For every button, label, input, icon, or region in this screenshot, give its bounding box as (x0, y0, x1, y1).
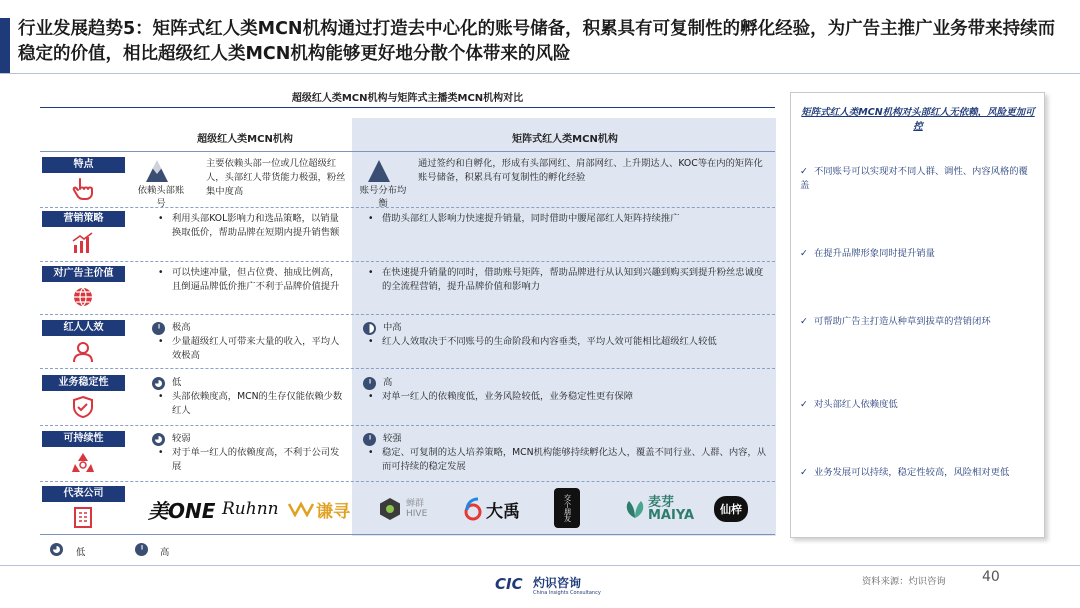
row-label-advertiser-value: 对广告主价值 (42, 266, 125, 282)
brand-hive-logo (378, 494, 434, 524)
level-high-icon (152, 322, 165, 335)
bullet-dot: • (368, 267, 374, 278)
triangle-highlight (146, 160, 168, 174)
globe-icon (70, 285, 96, 309)
row-divider (40, 314, 775, 315)
row-label-features: 特点 (42, 157, 125, 173)
bullet-dot: • (368, 213, 374, 224)
stability-super-level: 低 (172, 377, 182, 388)
row-divider (40, 261, 775, 262)
xianzi-wordmark: 仙梓 (720, 503, 742, 516)
brand-dayu-logo (462, 494, 520, 524)
brand-meione-logo: 美ONE (148, 498, 216, 523)
row-label-companies: 代表公司 (42, 486, 125, 502)
hive-wordmark: 蝉群 HIVE (406, 499, 428, 519)
efficiency-matrix-text: 红人人效取决于不同账号的生命阶段和内容垂类，平均人效可能相比超级红人较低 (382, 336, 717, 347)
growth-chart-icon (70, 231, 96, 255)
header-divider (40, 151, 775, 152)
hive-hexagon-icon (378, 497, 402, 521)
title-accent-bar (0, 18, 10, 73)
marketing-matrix-text: 借助头部红人影响力快速提升销量，同时借助中腰尾部红人矩阵持续推广 (382, 213, 680, 224)
legend-high-icon (135, 543, 148, 556)
takeaway-item-text: 不同账号可以实现对不同人群、调性、内容风格的覆盖 (800, 166, 1028, 191)
brand-qianxun-logo (288, 494, 350, 524)
legend-low-label: 低 (76, 547, 86, 558)
column-header-super-influencer: 超级红人类MCN机构 (197, 134, 293, 145)
stability-matrix-level: 高 (383, 377, 393, 388)
source-note: 资料来源：灼识咨询 (862, 576, 946, 587)
row-divider (40, 425, 775, 426)
row-divider (40, 368, 775, 369)
brand-maiya-logo (624, 494, 695, 524)
concentrated-accounts-label: 依赖头部账号 (137, 185, 185, 209)
check-icon: ✓ (800, 248, 808, 259)
bullet-dot: • (158, 391, 164, 402)
title-divider (0, 73, 1080, 74)
brand-ruhnn-logo: Ruhnn (222, 499, 279, 519)
footer-divider (0, 565, 1080, 566)
efficiency-super-level: 极高 (172, 322, 191, 333)
takeaway-item-text: 可帮助广告主打造从种草到拔草的营销闭环 (814, 316, 991, 327)
dayu-six-icon (462, 497, 484, 521)
jiaogepengyou-wordmark: 交个朋友 (563, 494, 572, 522)
check-icon: ✓ (800, 467, 808, 478)
row-label-stability: 业务稳定性 (42, 375, 125, 391)
value-matrix-text: 在快速提升销量的同时，借助账号矩阵，帮助品牌进行从认知到兴趣到购买到提升粉丝忠诚度的全流程营销，提升品牌价值和影响力 (382, 267, 764, 292)
hand-pointer-icon (70, 176, 96, 200)
brand-jiaogepengyou-logo (554, 488, 580, 528)
takeaway-item (800, 315, 1035, 329)
qianxun-wave-icon (288, 501, 314, 517)
recycle-icon (70, 450, 96, 474)
takeaway-item (800, 398, 1035, 412)
person-icon (70, 340, 96, 364)
maiya-wordmark: 麦芽 MAIYA (648, 495, 695, 523)
value-super-text: 可以快速冲量，但占位费、抽成比例高，且倒逼品牌低价推广不利于品牌价值提升 (172, 267, 340, 292)
bullet-dot: • (368, 391, 374, 402)
sustainability-super-level: 较弱 (172, 433, 191, 444)
sustainability-matrix-text: 稳定、可复制的达人培养策略，MCN机构能够持续孵化达人，覆盖不同行业、人群、内容，从而可持续的稳定发展 (382, 447, 767, 472)
page-title: 行业发展趋势5：矩阵式红人类MCN机构通过打造去中心化的账号储备，积累具有可复制性的孵化经验，为广告主推广业务带来持续而稳定的价值，相比超级红人类MCN机构能够更好地分散个体带来的风险 (18, 19, 1056, 64)
cic-logo-subtitle: China Insights Consultancy (533, 590, 601, 596)
cic-logo (495, 573, 601, 601)
bullet-dot: • (158, 447, 164, 458)
legend-high-label: 高 (160, 547, 170, 558)
table-caption: 超级红人类MCN机构与矩阵式主播类MCN机构对比 (291, 93, 524, 104)
dayu-wordmark: 大禹 (486, 501, 520, 522)
sustainability-matrix-level: 较强 (383, 433, 402, 444)
level-low-icon (152, 377, 165, 390)
shield-check-icon (70, 395, 96, 419)
balanced-triangle-icon (368, 160, 390, 182)
bullet-dot: • (158, 213, 164, 224)
caption-divider (40, 107, 775, 108)
takeaway-item (800, 466, 1035, 480)
bullet-dot: • (368, 447, 374, 458)
takeaway-title: 矩阵式红人类MCN机构对头部红人无依赖，风险更加可控 (801, 107, 1035, 132)
takeaway-item (800, 247, 1035, 261)
bullet-dot: • (368, 336, 374, 347)
row-divider (40, 481, 775, 482)
sustainability-super-text: 对于单一红人的依赖度高，不利于公司发展 (172, 447, 340, 472)
takeaway-item (800, 165, 1035, 193)
qianxun-wordmark: 谦寻 (316, 501, 350, 522)
takeaway-item-text: 对头部红人依赖度低 (814, 399, 898, 410)
features-super-text: 主要依赖头部一位或几位超级红人，头部红人带货能力极强，粉丝集中度高 (206, 158, 346, 197)
marketing-super-text: 利用头部KOL影响力和选品策略，以销量换取低价，帮助品牌在短期内提升销售额 (172, 213, 340, 238)
table-bottom-rule (40, 534, 775, 535)
level-low-icon (152, 433, 165, 446)
page-number: 40 (982, 569, 1000, 585)
row-label-efficiency: 红人人效 (42, 320, 125, 336)
level-high-icon (363, 433, 376, 446)
bullet-dot: • (158, 267, 164, 278)
legend-low-icon (50, 543, 63, 556)
level-high-icon (363, 377, 376, 390)
balanced-accounts-label: 账号分布均衡 (359, 185, 407, 209)
stability-matrix-text: 对单一红人的依赖度低，业务风险较低，业务稳定性更有保障 (382, 391, 634, 402)
efficiency-matrix-level: 中高 (383, 322, 402, 333)
cic-logo-name: 灼识咨询 (533, 576, 582, 590)
check-icon: ✓ (800, 166, 808, 177)
features-matrix-text: 通过签约和自孵化，形成有头部网红、肩部网红、上升期达人、KOC等在内的矩阵化账号储备，积累具有可复制性的孵化经验 (418, 158, 763, 183)
row-label-sustainability: 可持续性 (42, 431, 125, 447)
takeaway-item-text: 在提升品牌形象同时提升销量 (814, 248, 935, 259)
brand-xianzi-logo (714, 496, 748, 522)
stability-super-text: 头部依赖度高，MCN的生存仅能依赖少数红人 (172, 391, 343, 416)
column-header-matrix: 矩阵式红人类MCN机构 (512, 134, 618, 145)
check-icon: ✓ (800, 316, 808, 327)
takeaway-item-text: 业务发展可以持续，稳定性较高，风险相对更低 (814, 467, 1010, 478)
cic-logo-mark: CIC (495, 575, 523, 593)
efficiency-super-text: 少量超级红人可带来大量的收入，平均人效极高 (172, 336, 340, 361)
row-label-marketing: 营销策略 (42, 211, 125, 227)
bullet-dot: • (158, 336, 164, 347)
level-mid-high-icon (363, 322, 376, 335)
maiya-leaf-icon (624, 499, 646, 519)
check-icon: ✓ (800, 399, 808, 410)
building-icon (70, 505, 96, 529)
